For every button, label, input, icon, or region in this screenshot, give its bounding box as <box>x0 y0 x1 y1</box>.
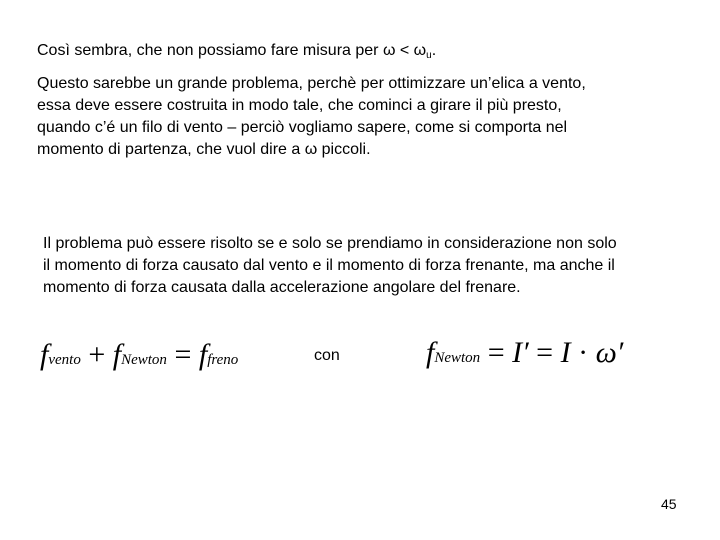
eq-i: I <box>512 336 523 369</box>
eq-i: I <box>560 336 571 369</box>
less-than: < <box>395 42 414 59</box>
omega-symbol-2: ω <box>413 42 427 59</box>
eq-subscript: Newton <box>434 350 481 366</box>
paragraph-line: Questo sarebbe un grande problema, perchè per ottimizzare un’elica a vento, <box>37 75 586 92</box>
paragraph-problem <box>37 73 586 161</box>
paragraph-line: Il problema può essere risolto se e solo se prendiamo in considerazione non solo <box>43 235 617 252</box>
paragraph-line: essa deve essere costruita in modo tale, che cominci a girare il più presto, <box>37 97 562 114</box>
eq-subscript: vento <box>48 352 81 368</box>
omega-symbol: ω <box>382 42 396 59</box>
eq-f: f <box>112 338 122 371</box>
eq-equals: = <box>166 338 199 371</box>
eq-dot: · <box>570 336 596 369</box>
paragraph-line: quando c’é un filo di vento – perciò vogliamo sapere, come si comporta nel <box>37 119 568 136</box>
eq-f: f <box>426 336 435 369</box>
paragraph-solution <box>43 233 617 299</box>
paragraph-line: momento di partenza, che vuol dire a ω piccoli. <box>37 141 371 158</box>
omega-subscript: u <box>426 50 432 61</box>
connector-text: con <box>314 347 340 364</box>
intro-period: . <box>431 42 437 59</box>
intro-line <box>37 40 436 67</box>
eq-prime: ′ <box>522 336 529 369</box>
intro-text: Così sembra, che non possiamo fare misura per <box>37 42 383 59</box>
eq-f: f <box>40 338 49 371</box>
eq-f: f <box>198 338 208 371</box>
equation-balance <box>40 338 238 372</box>
page-number: 45 <box>661 496 677 512</box>
paragraph-line: momento di forza causata dalla accelerazione angolare del frenare. <box>43 279 521 296</box>
equation-newton <box>426 336 623 370</box>
eq-plus: + <box>80 338 113 371</box>
eq-omega: ω <box>595 336 617 369</box>
eq-prime: ′ <box>616 336 624 369</box>
eq-equals: = <box>528 336 561 369</box>
eq-equals: = <box>480 336 513 369</box>
eq-subscript: Newton <box>121 352 167 368</box>
paragraph-line: il momento di forza causato dal vento e il momento di forza frenante, ma anche il <box>43 257 615 274</box>
eq-subscript: freno <box>207 352 239 368</box>
